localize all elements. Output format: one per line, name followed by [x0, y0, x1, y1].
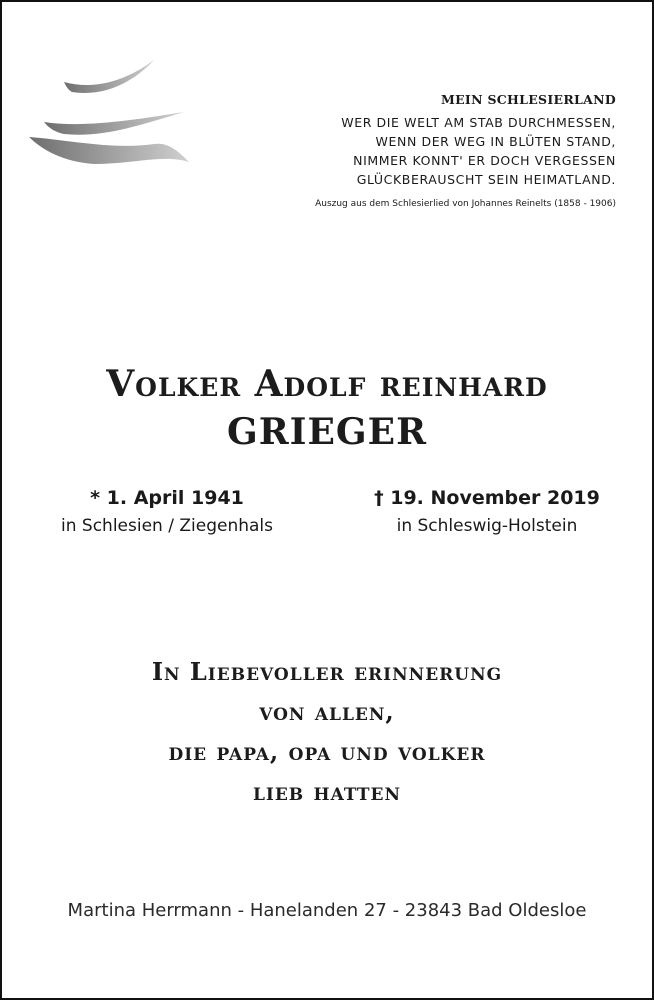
flying-birds-icon — [24, 52, 194, 182]
memorial-line-1: In Liebevoller erinnerung — [151, 657, 503, 686]
poem-line-1: WER DIE WELT AM STAB DURCHMESSEN, — [341, 115, 616, 130]
poem-line-4: GLÜCKBERAUSCHT SEIN HEIMATLAND. — [356, 172, 616, 187]
death-info — [337, 484, 637, 540]
contact-address: Martina Herrmann - Hanelanden 27 - 23843 Bad Oldesloe — [67, 900, 587, 921]
poem-source: Auszug aus dem Schlesierlied von Johannes Reinelts (1858 - 1906) — [315, 199, 616, 209]
poem-line-2: WENN DER WEG IN BLÜTEN STAND, — [375, 134, 616, 149]
memorial-line-2: von allen, — [259, 697, 395, 726]
memorial-line-4: lieb hatten — [252, 777, 402, 806]
birth-place: in Schlesien / Ziegenhals — [61, 516, 273, 536]
deceased-name-line-2: GRIEGER — [226, 411, 428, 453]
poem-block — [236, 92, 616, 209]
death-place: in Schleswig-Holstein — [396, 516, 578, 536]
death-date: † 19. November 2019 — [374, 487, 600, 509]
birth-info — [17, 484, 317, 540]
deceased-name-line-1: Volker Adolf reinhard — [106, 363, 548, 405]
memorial-text — [2, 652, 652, 812]
life-dates — [2, 484, 652, 554]
poem-title: MEIN SCHLESIERLAND — [440, 92, 616, 107]
memorial-line-3: die papa, opa und volker — [168, 737, 486, 766]
deceased-name — [2, 360, 652, 456]
poem-line-3: NIMMER KONNT' ER DOCH VERGESSEN — [353, 153, 616, 168]
birth-date: * 1. April 1941 — [90, 487, 244, 509]
